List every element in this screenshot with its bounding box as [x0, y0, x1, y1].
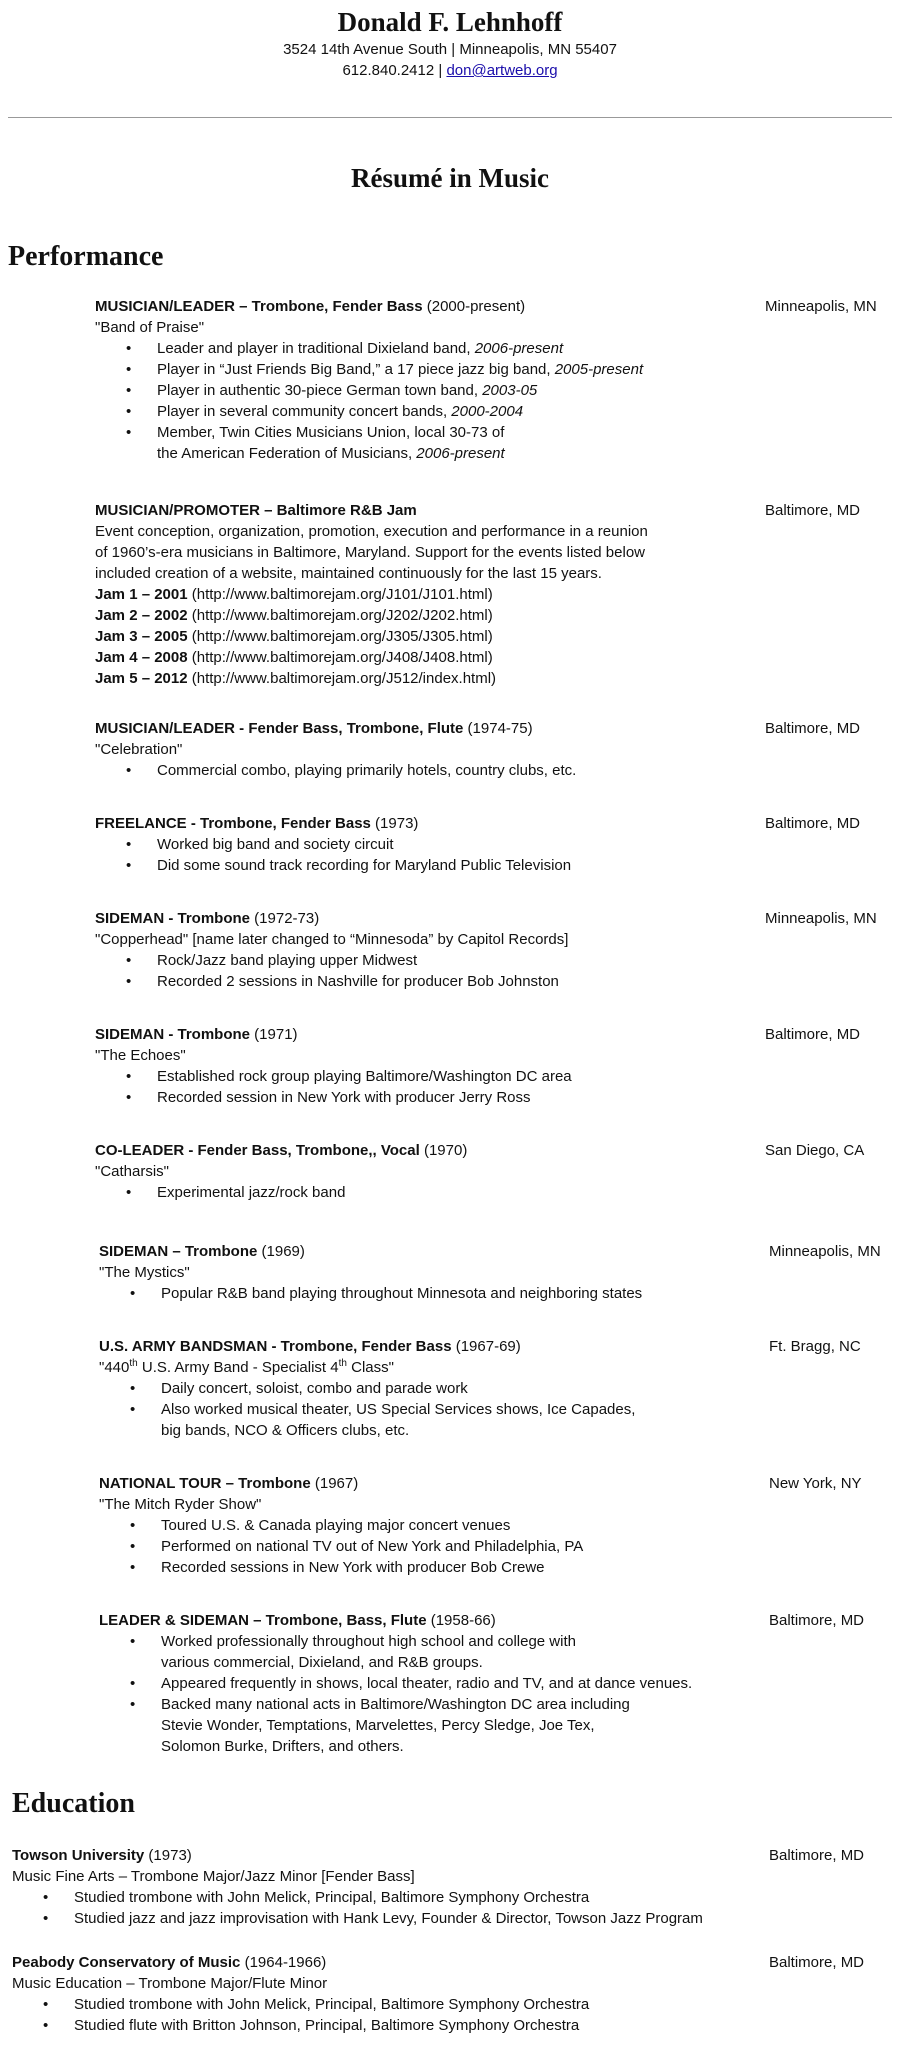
entry-dates: (1964-1966)	[240, 1954, 327, 1971]
list-item: • Player in authentic 30-piece German town band, 2003-05	[95, 380, 643, 401]
document-title: Résumé in Music	[351, 163, 549, 193]
entry-bullets	[99, 1515, 583, 1578]
list-item: • Experimental jazz/rock band	[95, 1182, 467, 1203]
entry-army	[99, 1336, 861, 1441]
entry-bullets	[95, 950, 568, 992]
list-item: • Studied jazz and jazz improvisation with Hank Levy, Founder & Director, Towson Jazz Program	[12, 1908, 703, 1929]
list-item: • Member, Twin Cities Musicians Union, local 30-73 of the American Federation of Musicians, 2006-present	[95, 422, 643, 464]
list-item: • Player in “Just Friends Big Band,” a 17 piece jazz big band, 2005-present	[95, 359, 643, 380]
list-item: • Worked professionally throughout high school and college with various commercial, Dixieland, and R&B groups.	[99, 1631, 692, 1673]
jam-item: Jam 5 – 2012 (http://www.baltimorejam.org/J512/index.html)	[95, 670, 497, 687]
entry-bullets	[99, 1631, 692, 1757]
jam-item: Jam 4 – 2008 (http://www.baltimorejam.org/J408/J408.html)	[95, 649, 493, 666]
entry-bullets	[95, 1182, 467, 1203]
entry-role: CO-LEADER - Fender Bass, Trombone,, Vocal	[95, 1142, 420, 1159]
jam-item: Jam 1 – 2001 (http://www.baltimorejam.org/J101/J101.html)	[95, 586, 493, 603]
entry-location: Baltimore, MD	[765, 502, 861, 519]
list-item: • Performed on national TV out of New York and Philadelphia, PA	[99, 1536, 583, 1557]
entry-band-name: "440th U.S. Army Band - Specialist 4th Class"	[99, 1358, 394, 1376]
entry-bullets	[12, 1887, 703, 1929]
entry-description: Event conception, organization, promotion, execution and performance in a reunion	[95, 523, 648, 540]
entry-role: LEADER & SIDEMAN – Trombone, Bass, Flute	[99, 1612, 427, 1629]
entry-bullets	[95, 834, 571, 876]
entry-school: Peabody Conservatory of Music	[12, 1954, 241, 1971]
entry-echoes	[95, 1024, 861, 1108]
email-link[interactable]: don@artweb.org	[446, 62, 558, 79]
entry-dates: (1973)	[144, 1847, 192, 1864]
entry-dates: (1958-66)	[426, 1612, 496, 1629]
entry-role: MUSICIAN/LEADER – Trombone, Fender Bass	[95, 298, 423, 315]
entry-copperhead	[95, 908, 877, 992]
list-item: • Commercial combo, playing primarily hotels, country clubs, etc.	[95, 760, 576, 781]
entry-dates: (1973)	[370, 815, 419, 832]
entry-role: SIDEMAN - Trombone	[95, 910, 251, 927]
entry-freelance	[95, 813, 861, 876]
resume-header	[0, 0, 900, 81]
entry-role: FREELANCE - Trombone, Fender Bass	[95, 815, 371, 832]
entry-band-name: "The Mystics"	[99, 1264, 190, 1281]
entry-dates: (2000-present)	[422, 298, 526, 315]
jam-item: Jam 2 – 2002 (http://www.baltimorejam.org/J202/J202.html)	[95, 607, 493, 624]
entry-program: Music Fine Arts – Trombone Major/Jazz Minor [Fender Bass]	[12, 1868, 415, 1885]
entry-rb-jam	[95, 500, 861, 689]
entry-dates: (1972-73)	[250, 910, 320, 927]
entry-bullets	[12, 1994, 589, 2036]
header-divider	[8, 117, 892, 118]
entry-location: Baltimore, MD	[765, 1026, 861, 1043]
entry-description: of 1960’s-era musicians in Baltimore, Maryland. Support for the events listed below	[95, 544, 645, 561]
list-item: • Backed many national acts in Baltimore/Washington DC area including Stevie Wonder, Temptations, Marvelettes, Percy Sledge, Joe Tex, Solomon Burke, Drifters, and others.	[99, 1694, 692, 1757]
list-item: • Studied flute with Britton Johnson, Principal, Baltimore Symphony Orchestra	[12, 2015, 589, 2036]
entry-description: included creation of a website, maintained continuously for the last 15 years.	[95, 565, 602, 582]
entry-dates: (1969)	[257, 1243, 305, 1260]
entry-location: Minneapolis, MN	[769, 1243, 881, 1260]
entry-school: Towson University	[12, 1847, 145, 1864]
list-item: • Worked big band and society circuit	[95, 834, 571, 855]
section-title-education: Education	[12, 1788, 135, 1819]
entry-band-of-praise	[95, 296, 877, 464]
list-item: • Studied trombone with John Melick, Principal, Baltimore Symphony Orchestra	[12, 1994, 589, 2015]
list-item: • Appeared frequently in shows, local theater, radio and TV, and at dance venues.	[99, 1673, 692, 1694]
list-item: • Daily concert, soloist, combo and parade work	[99, 1378, 635, 1399]
entry-location: Baltimore, MD	[769, 1954, 865, 1971]
entry-bullets	[95, 1066, 572, 1108]
list-item: • Leader and player in traditional Dixieland band, 2006-present	[95, 338, 643, 359]
entry-role: SIDEMAN – Trombone	[99, 1243, 258, 1260]
list-item: • Did some sound track recording for Maryland Public Television	[95, 855, 571, 876]
entry-leader-sideman	[99, 1610, 865, 1757]
candidate-name: Donald F. Lehnhoff	[337, 7, 563, 37]
list-item: • Also worked musical theater, US Special Services shows, Ice Capades, big bands, NCO & Officers clubs, etc.	[99, 1399, 635, 1441]
entry-dates: (1970)	[419, 1142, 468, 1159]
entry-location: Baltimore, MD	[765, 815, 861, 832]
entry-location: Ft. Bragg, NC	[769, 1338, 861, 1355]
entry-location: Baltimore, MD	[765, 720, 861, 737]
entry-band-name: "Copperhead" [name later changed to “Minnesoda” by Capitol Records]	[95, 931, 569, 948]
entry-peabody	[12, 1952, 865, 2036]
entry-role: U.S. ARMY BANDSMAN - Trombone, Fender Bass	[99, 1338, 452, 1355]
entry-dates: (1967)	[310, 1475, 359, 1492]
entry-role: NATIONAL TOUR – Trombone	[99, 1475, 311, 1492]
list-item: • Established rock group playing Baltimore/Washington DC area	[95, 1066, 572, 1087]
entry-mystics	[99, 1241, 881, 1304]
list-item: • Player in several community concert bands, 2000-2004	[95, 401, 643, 422]
list-item: • Recorded session in New York with producer Jerry Ross	[95, 1087, 572, 1108]
section-title-performance: Performance	[8, 241, 164, 272]
contact-line	[0, 60, 900, 81]
entry-celebration	[95, 718, 861, 781]
entry-catharsis	[95, 1140, 865, 1203]
entry-location: Minneapolis, MN	[765, 298, 877, 315]
entry-band-name: "Catharsis"	[95, 1163, 170, 1180]
entry-bullets	[95, 338, 643, 464]
list-item: • Studied trombone with John Melick, Principal, Baltimore Symphony Orchestra	[12, 1887, 703, 1908]
entry-dates: (1974-75)	[463, 720, 533, 737]
entry-bullets	[99, 1378, 635, 1441]
entry-location: Minneapolis, MN	[765, 910, 877, 927]
list-item: • Rock/Jazz band playing upper Midwest	[95, 950, 568, 971]
address-line: 3524 14th Avenue South | Minneapolis, MN 55407	[283, 41, 617, 58]
entry-band-name: "The Echoes"	[95, 1047, 186, 1064]
jam-item: Jam 3 – 2005 (http://www.baltimorejam.org/J305/J305.html)	[95, 628, 493, 645]
entry-national-tour	[99, 1473, 862, 1578]
entry-dates: (1967-69)	[451, 1338, 521, 1355]
list-item: • Popular R&B band playing throughout Minnesota and neighboring states	[99, 1283, 642, 1304]
list-item: • Recorded sessions in New York with producer Bob Crewe	[99, 1557, 583, 1578]
list-item: • Toured U.S. & Canada playing major concert venues	[99, 1515, 583, 1536]
entry-program: Music Education – Trombone Major/Flute Minor	[12, 1975, 328, 1992]
entry-towson	[12, 1845, 865, 1929]
entry-location: Baltimore, MD	[769, 1847, 865, 1864]
entry-location: Baltimore, MD	[769, 1612, 865, 1629]
entry-role: MUSICIAN/LEADER - Fender Bass, Trombone, Flute	[95, 720, 464, 737]
entry-bullets	[95, 760, 576, 781]
entry-band-name: "Celebration"	[95, 741, 183, 758]
entry-role: MUSICIAN/PROMOTER – Baltimore R&B Jam	[95, 502, 417, 519]
entry-location: New York, NY	[769, 1475, 862, 1492]
entry-role: SIDEMAN - Trombone	[95, 1026, 251, 1043]
entry-band-name: "The Mitch Ryder Show"	[99, 1496, 262, 1513]
list-item: • Recorded 2 sessions in Nashville for producer Bob Johnston	[95, 971, 568, 992]
phone-number: 612.840.2412 |	[342, 62, 447, 79]
entry-dates: (1971)	[250, 1026, 298, 1043]
entry-location: San Diego, CA	[765, 1142, 865, 1159]
entry-band-name: "Band of Praise"	[95, 319, 205, 336]
entry-bullets	[99, 1283, 642, 1304]
